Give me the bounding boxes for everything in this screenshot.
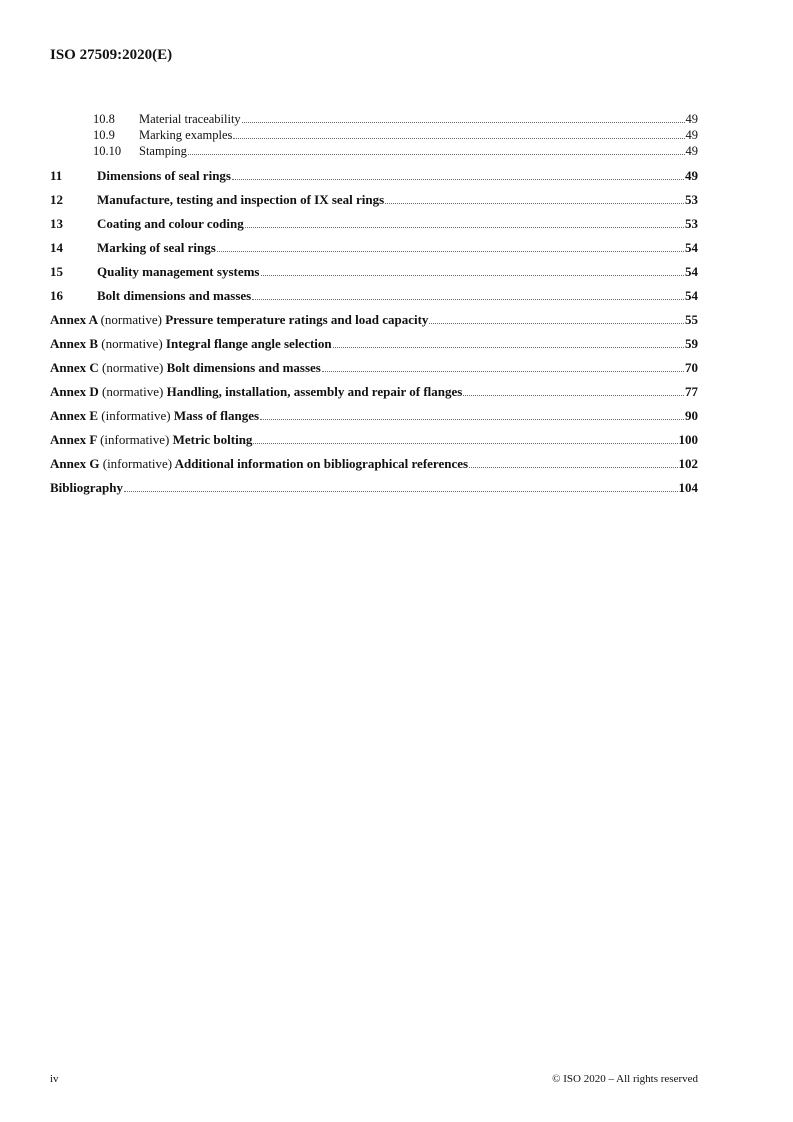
- dot-leader: [233, 138, 684, 139]
- toc-entry[interactable]: [50, 264, 698, 280]
- toc-page: 54: [685, 264, 698, 279]
- toc-page: 55: [685, 312, 698, 327]
- toc-page: 54: [685, 240, 698, 255]
- annex-heading: [50, 384, 462, 400]
- toc-page: 104: [678, 480, 698, 495]
- dot-leader: [322, 371, 684, 372]
- annex-title: Pressure temperature ratings and load capacity: [165, 312, 429, 327]
- annex-label: Annex E: [50, 408, 99, 423]
- annex-title: Handling, installation, assembly and repair of flanges: [166, 384, 463, 399]
- annex-type: (informative): [101, 408, 171, 423]
- annex-title: Integral flange angle selection: [165, 336, 332, 351]
- dot-leader: [217, 251, 684, 252]
- annex-heading: [50, 312, 428, 328]
- document-header: ISO 27509:2020(E): [50, 47, 173, 63]
- dot-leader: [245, 227, 684, 228]
- toc-page: 49: [685, 128, 698, 142]
- toc-entry[interactable]: [50, 240, 698, 256]
- toc-entry[interactable]: [50, 288, 698, 304]
- footer-copyright: © ISO 2020 – All rights reserved: [552, 1073, 698, 1085]
- toc-number: 16: [50, 288, 63, 303]
- toc-number: 11: [50, 168, 63, 183]
- toc-number: 10.10: [93, 144, 122, 158]
- annex-heading: [50, 456, 468, 472]
- toc-subentry[interactable]: [93, 111, 698, 127]
- toc-number: 10.8: [93, 112, 115, 126]
- toc-page: 77: [685, 384, 698, 399]
- toc-title: Dimensions of seal rings: [97, 168, 231, 183]
- annex-heading: [50, 408, 259, 424]
- toc-page: 49: [685, 168, 698, 183]
- toc-annex[interactable]: [50, 384, 698, 400]
- annex-label: Annex B: [50, 336, 99, 351]
- toc-annex[interactable]: [50, 408, 698, 424]
- toc-annex[interactable]: [50, 312, 698, 328]
- toc-title: Marking examples: [139, 128, 233, 142]
- toc-bibliography[interactable]: [50, 480, 698, 496]
- annex-type: (normative): [102, 360, 164, 375]
- toc-subentry[interactable]: [93, 127, 698, 143]
- annex-type: (normative): [102, 384, 164, 399]
- dot-leader: [469, 467, 677, 468]
- dot-leader: [232, 179, 684, 180]
- toc-title: Quality management systems: [97, 264, 260, 279]
- annex-type: (informative): [100, 432, 170, 447]
- toc-page: 53: [685, 192, 698, 207]
- toc-title: Manufacture, testing and inspection of IX seal rings: [97, 192, 385, 207]
- annex-heading: [50, 336, 332, 352]
- toc-page: 49: [685, 144, 698, 158]
- annex-heading: [50, 360, 321, 376]
- toc-entry[interactable]: [50, 216, 698, 232]
- annex-title: Additional information on bibliographical references: [174, 456, 469, 471]
- toc-number: 13: [50, 216, 63, 231]
- toc-page: 59: [685, 336, 698, 351]
- toc-annex[interactable]: [50, 456, 698, 472]
- dot-leader: [253, 443, 677, 444]
- annex-title: Bolt dimensions and masses: [166, 360, 321, 375]
- annex-heading: [50, 432, 252, 448]
- annex-label: Annex D: [50, 384, 99, 399]
- annex-label: Annex C: [50, 360, 99, 375]
- toc-title: Bolt dimensions and masses: [97, 288, 252, 303]
- toc-annex[interactable]: [50, 336, 698, 352]
- toc-page: 53: [685, 216, 698, 231]
- dot-leader: [124, 491, 678, 492]
- toc-number: 15: [50, 264, 63, 279]
- dot-leader: [429, 323, 684, 324]
- toc-page: 90: [685, 408, 698, 423]
- dot-leader: [385, 203, 684, 204]
- dot-leader: [333, 347, 684, 348]
- toc-page: 70: [685, 360, 698, 375]
- annex-label: Annex G: [50, 456, 100, 471]
- annex-label: Annex F: [50, 432, 97, 447]
- dot-leader: [260, 419, 684, 420]
- toc-number: 12: [50, 192, 63, 207]
- footer-page-number: iv: [50, 1073, 59, 1085]
- toc-title: Stamping: [139, 144, 187, 158]
- toc-subentry[interactable]: [93, 143, 698, 159]
- annex-type: (normative): [100, 312, 162, 327]
- toc-title: Material traceability: [139, 112, 241, 126]
- toc-page: 49: [685, 112, 698, 126]
- toc-title: Coating and colour coding: [97, 216, 244, 231]
- toc-page: 54: [685, 288, 698, 303]
- toc-page: 100: [678, 432, 698, 447]
- toc-entry[interactable]: [50, 168, 698, 184]
- toc-number: 10.9: [93, 128, 115, 142]
- annex-title: Mass of flanges: [173, 408, 260, 423]
- annex-type: (informative): [102, 456, 173, 471]
- annex-type: (normative): [101, 336, 163, 351]
- toc-title: Bibliography: [50, 480, 123, 495]
- toc-annex[interactable]: [50, 432, 698, 448]
- dot-leader: [252, 299, 684, 300]
- toc-page: 102: [678, 456, 698, 471]
- dot-leader: [463, 395, 684, 396]
- annex-title: Metric bolting: [172, 432, 253, 447]
- annex-label: Annex A: [50, 312, 98, 327]
- toc-title: Marking of seal rings: [97, 240, 216, 255]
- dot-leader: [188, 154, 685, 155]
- dot-leader: [261, 275, 685, 276]
- toc-number: 14: [50, 240, 63, 255]
- dot-leader: [242, 122, 685, 123]
- toc-entry[interactable]: [50, 192, 698, 208]
- toc-annex[interactable]: [50, 360, 698, 376]
